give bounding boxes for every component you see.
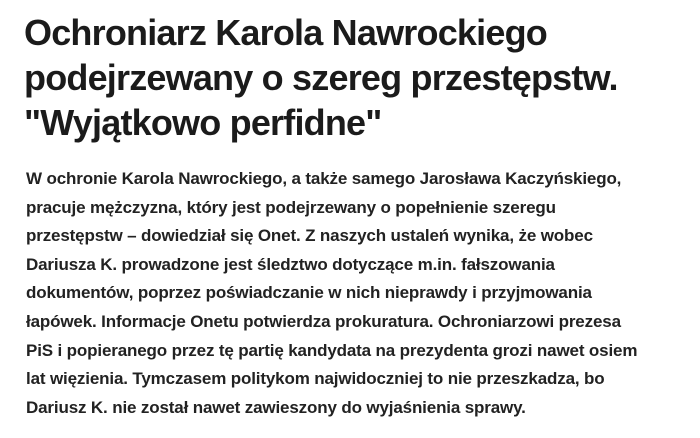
- article-lead: [26, 165, 680, 422]
- lead-line: Dariusza K. prowadzone jest śledztwo dotyczące m.in. fałszowania: [26, 254, 555, 274]
- lead-line: lat więzienia. Tymczasem politykom najwidoczniej to nie przeszkadza, bo: [26, 369, 605, 389]
- lead-line: W ochronie Karola Nawrockiego, a także samego Jarosława Kaczyńskiego,: [26, 169, 622, 188]
- lead-line: pracuje mężczyzna, który jest podejrzewany o popełnienie szeregu: [26, 197, 556, 217]
- headline-line[interactable]: "Wyjątkowo perfidne": [24, 102, 382, 143]
- article-headline[interactable]: [24, 10, 680, 145]
- lead-line: przestępstw – dowiedział się Onet. Z naszych ustaleń wynika, że wobec: [26, 226, 593, 246]
- lead-line: łapówek. Informacje Onetu potwierdza prokuratura. Ochroniarzowi prezesa: [26, 311, 621, 331]
- lead-line: PiS i popieranego przez tę partię kandydata na prezydenta grozi nawet osiem: [26, 340, 638, 360]
- lead-line: dokumentów, poprzez poświadczanie w nich nieprawdy i przyjmowania: [26, 283, 592, 303]
- headline-line[interactable]: podejrzewany o szereg przestępstw.: [24, 57, 618, 98]
- lead-line: Dariusz K. nie został nawet zawieszony do wyjaśnienia sprawy.: [26, 397, 526, 417]
- headline-line[interactable]: Ochroniarz Karola Nawrockiego: [24, 12, 547, 53]
